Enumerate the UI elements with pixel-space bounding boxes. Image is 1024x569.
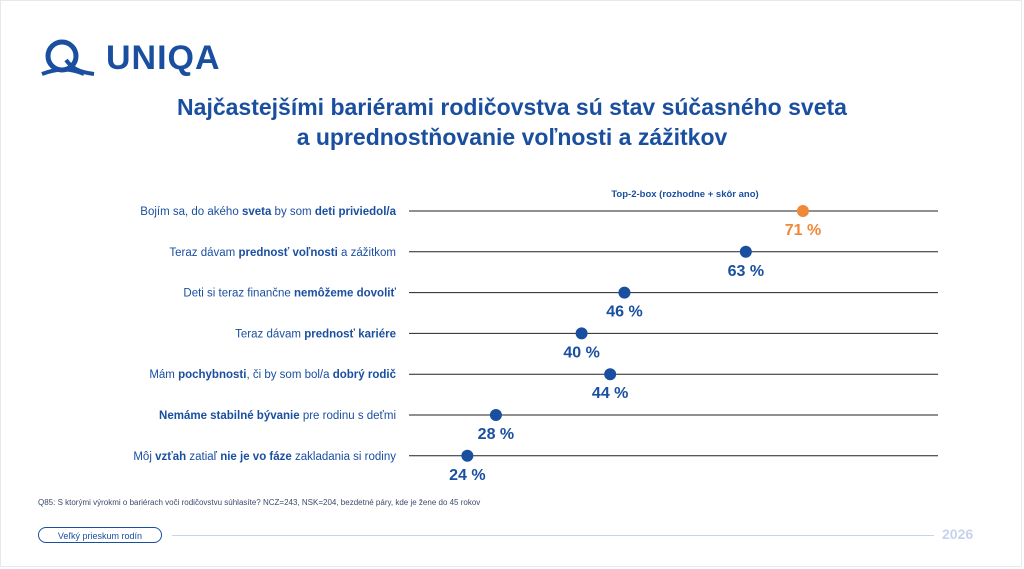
category-label-part: zakladania si rodiny: [291, 450, 396, 463]
category-label: [169, 247, 396, 259]
column-header: Top-2-box (rozhodne + skôr ano): [611, 189, 759, 200]
data-label: 44 %: [591, 385, 629, 403]
category-label: [235, 328, 396, 340]
data-label: 28 %: [477, 426, 515, 443]
category-label: [149, 369, 396, 381]
page-title-line-1: Najčastejšími bariérami rodičovstva sú stav súčasného sveta: [177, 94, 847, 120]
data-point: [490, 409, 502, 421]
category-label-part: by som: [271, 206, 315, 218]
data-point: [604, 368, 616, 380]
category-label-part: Teraz dávam: [169, 246, 239, 259]
category-label-part: sveta: [241, 206, 272, 218]
category-label-part: , či by som bol/a: [246, 369, 333, 382]
category-label-part: vzťah: [155, 450, 187, 463]
data-point: [576, 327, 588, 339]
category-label-part: dobrý rodič: [332, 369, 396, 382]
survey-label: Veľký prieskum rodín: [38, 527, 162, 543]
category-label-part: Mám: [149, 369, 179, 382]
page-title-line-2: a uprednostňovanie voľnosti a zážitkov: [296, 124, 728, 150]
category-label-part: Nemáme stabilné bývanie: [159, 410, 300, 422]
category-label: [159, 410, 396, 422]
data-label: 63 %: [727, 262, 765, 280]
category-label: [133, 451, 396, 463]
category-label-part: nie je vo fáze: [220, 450, 292, 463]
category-label-part: prednosť voľnosti: [238, 246, 338, 259]
category-label-part: zatiaľ: [186, 450, 221, 463]
data-label: 40 %: [563, 344, 600, 362]
data-point: [740, 246, 752, 258]
data-point: [797, 205, 809, 217]
category-label-part: a zážitkom: [337, 246, 396, 259]
category-label-part: Bojím sa, do akého: [140, 206, 242, 218]
category-label: [183, 288, 396, 300]
category-label: [140, 206, 396, 218]
category-label-part: Deti si teraz finančne: [183, 287, 294, 300]
category-label-part: deti priviedol/a: [314, 206, 396, 218]
data-point: [461, 450, 473, 462]
category-label-part: pre rodinu s deťmi: [299, 410, 396, 422]
brand-name: UNIQA: [106, 39, 221, 77]
category-label-part: prednosť kariére: [304, 328, 396, 341]
footnote: Q85: S ktorými výrokmi o bariérach voči rodičovstvu súhlasíte? NCZ=243, NSK=204, bezdetné páry, kde je žene do 45 rokov: [38, 498, 481, 507]
data-point: [618, 287, 630, 299]
data-label: 46 %: [606, 303, 643, 321]
footer-divider: [172, 535, 934, 536]
data-label: 24 %: [449, 466, 486, 484]
category-label-part: nemôžeme dovoliť: [293, 287, 396, 300]
data-label: 71 %: [784, 222, 822, 239]
category-label-part: Teraz dávam: [235, 328, 305, 341]
footer-year: 2026: [942, 526, 974, 542]
category-label-part: Môj: [133, 450, 156, 463]
category-label-part: pochybnosti: [178, 369, 247, 382]
